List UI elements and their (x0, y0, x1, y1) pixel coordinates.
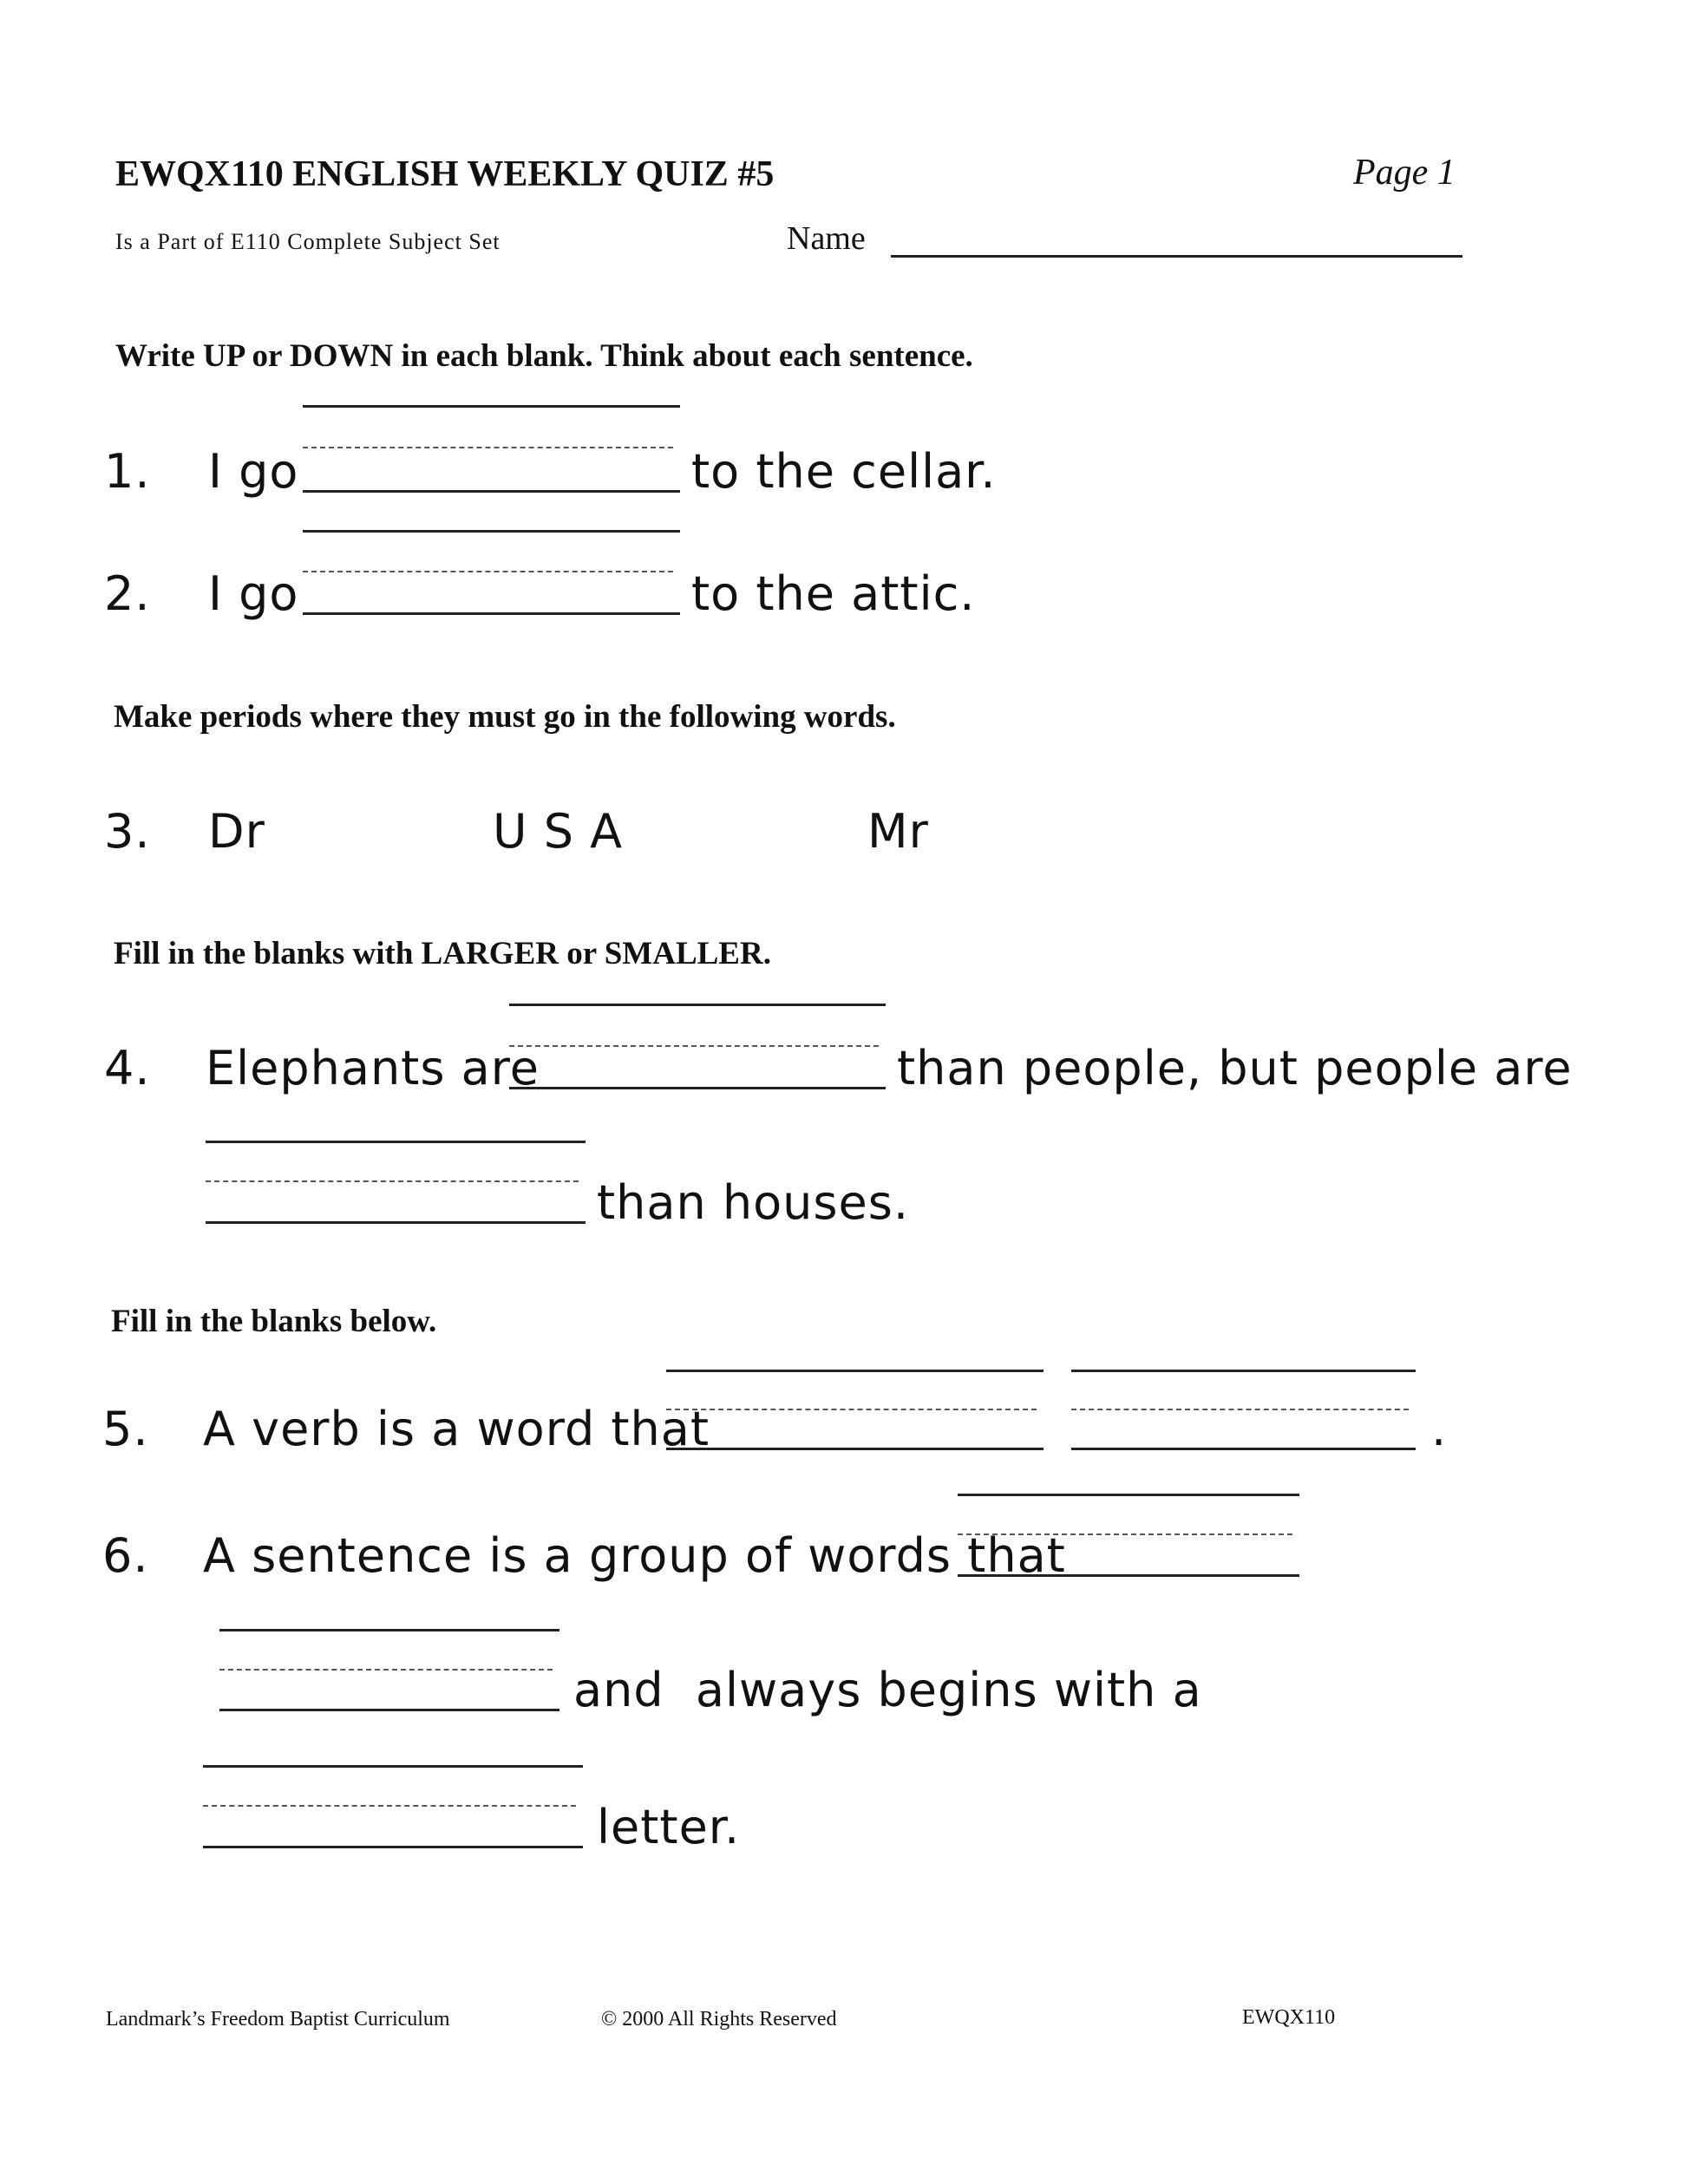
q6-answer-blank-1[interactable] (958, 1494, 1299, 1577)
q5-answer-blank-2[interactable] (1071, 1370, 1416, 1450)
q2-number: 2. (104, 566, 151, 621)
q3-number: 3. (104, 804, 151, 859)
q6-text-before: A sentence is a group of words that (203, 1528, 1066, 1583)
q1-answer-blank[interactable] (303, 405, 680, 493)
name-field[interactable] (891, 255, 1462, 258)
instruction-2: Make periods where they must go in the following words. (114, 699, 896, 735)
q2-answer-blank[interactable] (303, 530, 680, 615)
footer-publisher: Landmark’s Freedom Baptist Curriculum (106, 2008, 450, 2030)
q2-text-before: I go (208, 566, 299, 621)
subtitle: Is a Part of E110 Complete Subject Set (115, 229, 501, 254)
q4-text-after: than houses. (597, 1175, 910, 1230)
instruction-4: Fill in the blanks below. (111, 1304, 437, 1339)
q6-answer-blank-2[interactable] (219, 1629, 559, 1711)
q5-text-before: A verb is a word that (203, 1402, 710, 1456)
q4-text-before: Elephants are (206, 1041, 540, 1095)
q6-answer-blank-3[interactable] (203, 1765, 583, 1848)
footer-code: EWQX110 (1242, 2006, 1336, 2029)
q3-word-dr: Dr (208, 804, 265, 859)
q4-answer-blank-2[interactable] (206, 1141, 586, 1224)
q3-word-usa: U S A (493, 804, 624, 859)
page-number: Page 1 (1353, 153, 1456, 193)
q3-word-mr: Mr (867, 804, 929, 859)
instruction-3: Fill in the blanks with LARGER or SMALLER. (114, 936, 771, 971)
q1-text-before: I go (208, 444, 299, 499)
q2-text-after: to the attic. (691, 566, 976, 621)
q6-number: 6. (102, 1528, 149, 1583)
q1-text-after: to the cellar. (691, 444, 997, 499)
q4-number: 4. (104, 1041, 151, 1095)
q4-text-middle: than people, but people are (897, 1041, 1573, 1095)
q4-answer-blank-1[interactable] (509, 1004, 886, 1089)
q6-text-after: letter. (597, 1800, 741, 1854)
quiz-title: EWQX110 ENGLISH WEEKLY QUIZ #5 (115, 154, 775, 194)
q1-number: 1. (104, 444, 151, 499)
instruction-1: Write UP or DOWN in each blank. Think about each sentence. (115, 338, 973, 374)
name-label: Name (787, 220, 866, 257)
footer-copyright: © 2000 All Rights Reserved (601, 2008, 837, 2030)
q6-text-middle: and always begins with a (573, 1663, 1202, 1717)
q5-answer-blank-1[interactable] (666, 1370, 1044, 1450)
q5-number: 5. (102, 1402, 149, 1456)
q5-text-after: . (1431, 1402, 1448, 1456)
